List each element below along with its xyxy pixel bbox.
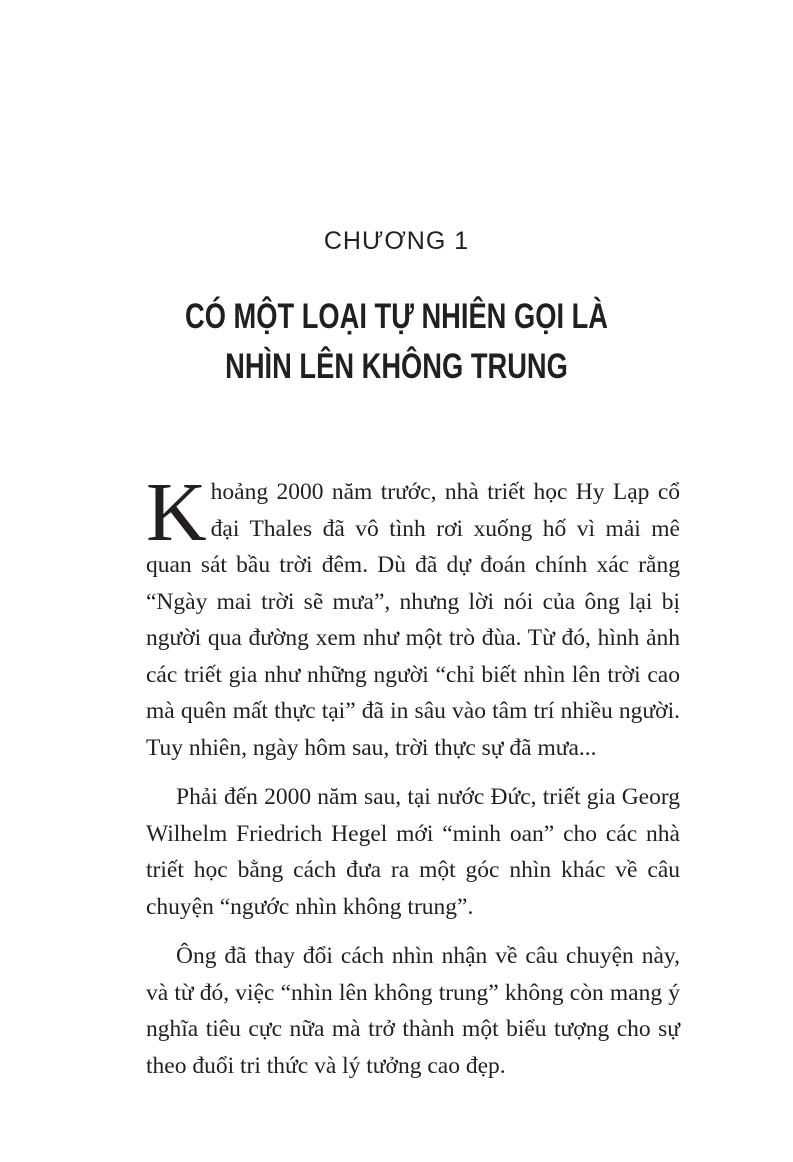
chapter-body <box>146 466 680 1097</box>
chapter-title-line-1: CÓ MỘT LOẠI TỰ NHIÊN GỌI LÀ <box>184 297 609 336</box>
paragraph-3: Ông đã thay đổi cách nhìn nhận về câu chuyện này, và từ đó, việc “nhìn lên không trung” không còn mang ý nghĩa tiêu cực nữa mà trở thành một biểu tượng cho sự theo đuổi tri thức và lý tưởng cao đẹp. <box>146 943 680 1079</box>
drop-cap: K <box>146 466 207 559</box>
paragraph-1-text: hoảng 2000 năm trước, nhà triết học Hy Lạp cổ đại Thales đã vô tình rơi xuống hố vì mải mê quan sát bầu trời đêm. Dù đã dự đoán chính xác rằng “Ngày mai trời sẽ mưa”, nhưng lời nói của ông lại bị người qua đường xem như một trò đùa. Từ đó, hình ảnh các triết gia như những người “chỉ biết nhìn lên trời cao mà quên mất thực tại” đã in sâu vào tâm trí nhiều người. Tuy nhiên, ngày hôm sau, trời thực sự đã mưa... <box>146 479 680 761</box>
chapter-title-line-2: NHÌN LÊN KHÔNG TRUNG <box>225 347 568 386</box>
chapter-label: CHƯƠNG 1 <box>323 227 470 255</box>
paragraph-2: Phải đến 2000 năm sau, tại nước Đức, triết gia Georg Wilhelm Friedrich Hegel mới “minh oan” cho các nhà triết học bằng cách đưa ra một góc nhìn khác về câu chuyện “ngước nhìn không trung”. <box>146 784 680 920</box>
chapter-title <box>87 292 706 392</box>
paragraph-1 <box>146 466 680 766</box>
